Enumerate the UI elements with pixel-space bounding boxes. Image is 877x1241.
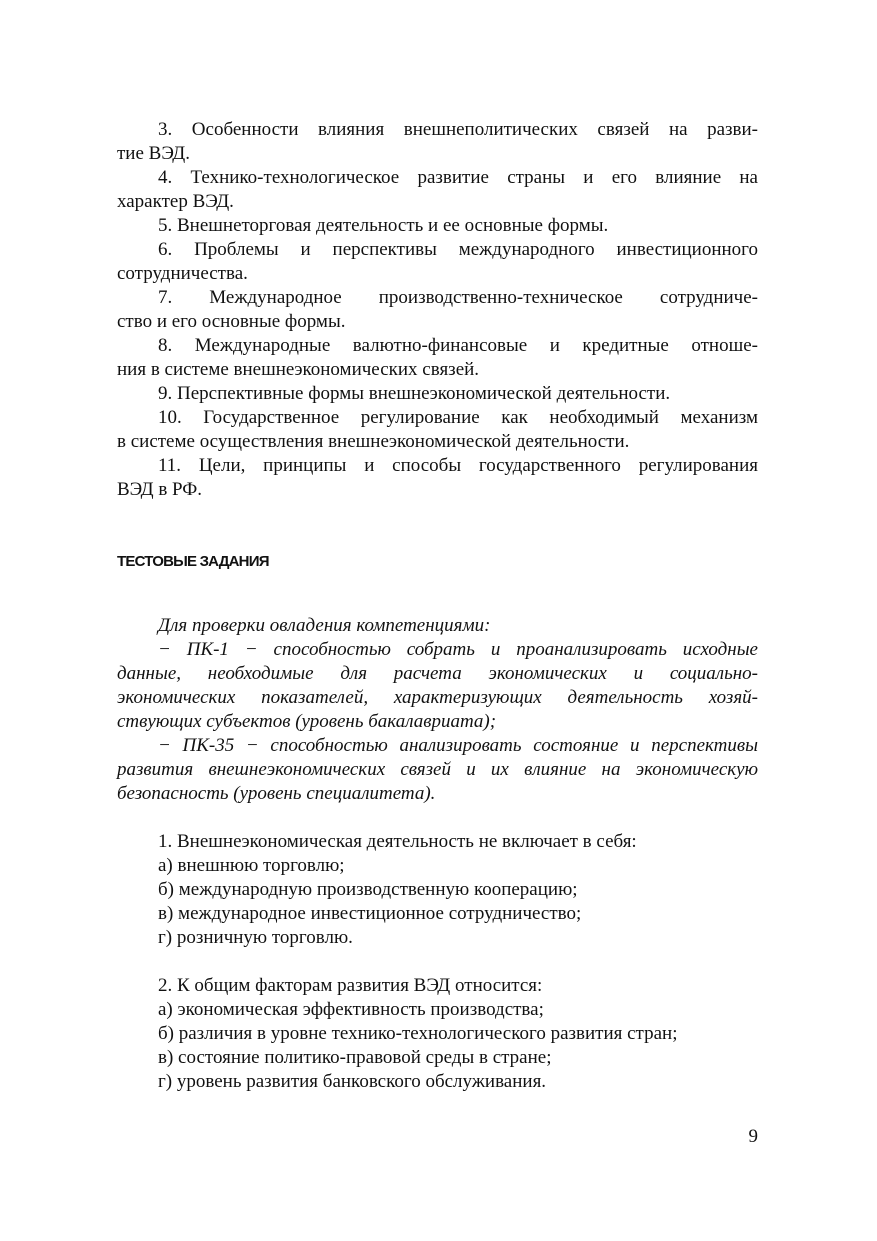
answer-option: б) международную производственную кооперацию; bbox=[158, 879, 578, 900]
competency-line: экономических показателей, характеризующих деятельность хозяй- bbox=[117, 687, 758, 708]
topic-line: 6. Проблемы и перспективы международного инвестиционного bbox=[158, 239, 758, 260]
question-1 bbox=[117, 830, 758, 950]
competency-line: Для проверки овладения компетенциями: bbox=[158, 615, 491, 636]
topic-line: ство и его основные формы. bbox=[117, 311, 346, 332]
answer-option: б) различия в уровне технико-технологического развития стран; bbox=[158, 1023, 678, 1044]
topic-line: 8. Международные валютно-финансовые и кредитные отноше- bbox=[158, 335, 758, 356]
section-heading: ТЕСТОВЫЕ ЗАДАНИЯ bbox=[117, 553, 269, 570]
answer-option: а) внешнюю торговлю; bbox=[158, 855, 345, 876]
competency-line: безопасность (уровень специалитета). bbox=[117, 783, 436, 804]
question-text: 1. Внешнеэкономическая деятельность не включает в себя: bbox=[158, 831, 637, 852]
topic-line: характер ВЭД. bbox=[117, 191, 234, 212]
topic-line: 11. Цели, принципы и способы государственного регулирования bbox=[158, 455, 758, 476]
topic-line: 10. Государственное регулирование как необходимый механизм bbox=[158, 407, 758, 428]
topic-line: 3. Особенности влияния внешнеполитических связей на разви- bbox=[158, 119, 758, 140]
competency-line: − ПК-1 − способностью собрать и проанализировать исходные bbox=[158, 639, 758, 660]
answer-option: а) экономическая эффективность производства; bbox=[158, 999, 544, 1020]
competency-line: данные, необходимые для расчета экономических и социально- bbox=[117, 663, 758, 684]
answer-option: г) уровень развития банковского обслуживания. bbox=[158, 1071, 547, 1092]
topic-line: 9. Перспективные формы внешнеэкономической деятельности. bbox=[158, 383, 671, 404]
question-2 bbox=[117, 974, 758, 1094]
page-number: 9 bbox=[748, 1126, 758, 1147]
competency-line: − ПК-35 − способностью анализировать состояние и перспективы bbox=[158, 735, 758, 756]
topics-list bbox=[117, 118, 758, 502]
topic-line: ния в системе внешнеэкономических связей. bbox=[117, 359, 480, 380]
topic-line: 5. Внешнеторговая деятельность и ее основные формы. bbox=[158, 215, 609, 236]
topic-line: тие ВЭД. bbox=[117, 143, 190, 164]
competencies-block bbox=[117, 614, 758, 806]
competency-line: развития внешнеэкономических связей и их влияние на экономическую bbox=[117, 759, 758, 780]
topic-line: сотрудничества. bbox=[117, 263, 248, 284]
topic-line: 4. Технико-технологическое развитие страны и его влияние на bbox=[158, 167, 758, 188]
answer-option: в) состояние политико-правовой среды в стране; bbox=[158, 1047, 552, 1068]
answer-option: в) международное инвестиционное сотрудничество; bbox=[158, 903, 582, 924]
competency-line: ствующих субъектов (уровень бакалавриата); bbox=[117, 711, 497, 732]
question-text: 2. К общим факторам развития ВЭД относится: bbox=[158, 975, 543, 996]
topic-line: 7. Международное производственно-техническое сотрудниче- bbox=[158, 287, 758, 308]
topic-line: ВЭД в РФ. bbox=[117, 479, 203, 500]
topic-line: в системе осуществления внешнеэкономической деятельности. bbox=[117, 431, 630, 452]
answer-option: г) розничную торговлю. bbox=[158, 927, 353, 948]
